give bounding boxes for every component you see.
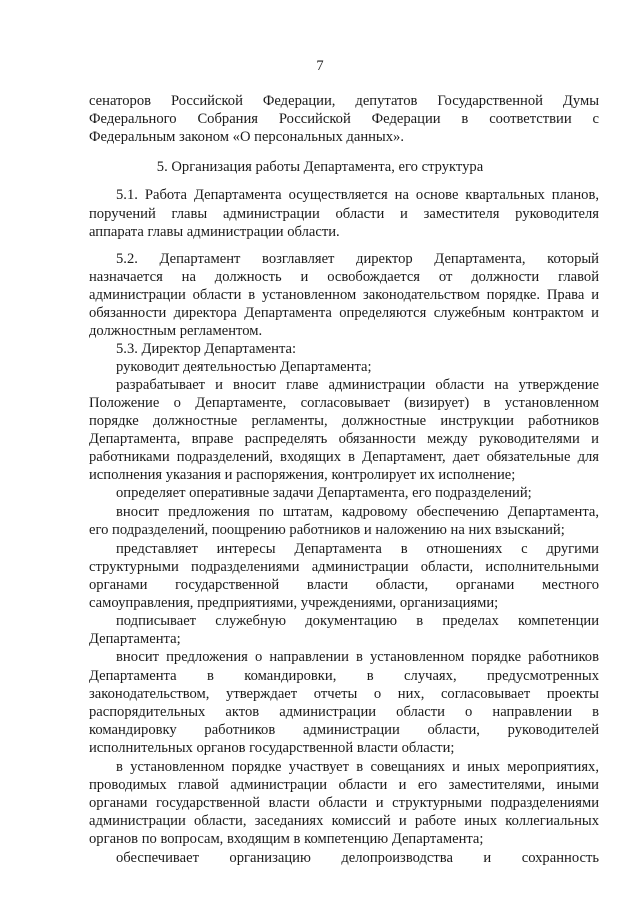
- text-line: Федеральным законом «О персональных данных».: [89, 129, 404, 145]
- text-line: органов по вопросам, входящим в компетенцию Департамента;: [89, 831, 484, 847]
- text-line: работниками подразделений, входящих в Департамент, дает обязательные для: [89, 449, 599, 465]
- text-line: назначается на должность и освобождается от должности главой: [89, 269, 599, 285]
- text-line: подписывает служебную документацию в пределах компетенции: [116, 613, 599, 629]
- text-line: Департамента;: [89, 631, 181, 647]
- text-line: администрации области в установленном законодательством порядке. Права и: [89, 287, 599, 303]
- text-line: распорядительных актов администрации области о направлении в: [89, 704, 599, 720]
- text-line: 5.1. Работа Департамента осуществляется на основе квартальных планов,: [116, 187, 599, 203]
- text-line: органами государственной власти области и структурными подразделениями: [89, 795, 599, 811]
- text-line: 5.2. Департамент возглавляет директор Департамента, который: [116, 251, 599, 267]
- text-line: Положение о Департаменте, согласовывает (визирует) в установленном: [89, 395, 599, 411]
- text-line: законодательством, утверждает отчеты о них, согласовывает проекты: [89, 686, 599, 702]
- text-line: вносит предложения о направлении в установленном порядке работников: [116, 649, 599, 665]
- text-line: руководит деятельностью Департамента;: [116, 359, 372, 375]
- text-line: 5.3. Директор Департамента:: [116, 341, 297, 357]
- text-line: проводимых главой администрации области и его заместителями, иными: [89, 777, 599, 793]
- text-line: вносит предложения по штатам, кадровому обеспечению Департамента,: [116, 504, 599, 520]
- text-line: определяет оперативные задачи Департамента, его подразделений;: [116, 485, 532, 501]
- text-line: администрации области, заседаниях комиссий и работе иных коллегиальных: [89, 813, 599, 829]
- text-line: аппарата главы администрации области.: [89, 224, 340, 240]
- text-line: разрабатывает и вносит главе администрации области на утверждение: [116, 377, 599, 393]
- text-line: обеспечивает организацию делопроизводства и сохранность: [116, 850, 599, 866]
- text-line: Департамента в командировки, в случаях, предусмотренных: [89, 668, 599, 684]
- text-line: порядке должностные регламенты, должностные инструкции работников: [89, 413, 599, 429]
- text-line: структурными подразделениями администрации области, исполнительными: [89, 559, 599, 575]
- text-line: органами государственной власти области, органами местного: [89, 577, 599, 593]
- text-line: поручений главы администрации области и заместителя руководителя: [89, 206, 599, 222]
- text-line: исполнения указания и распоряжения, контролирует их исполнение;: [89, 467, 516, 483]
- page-number: 7: [316, 58, 324, 74]
- text-line: командировку работников администрации области, руководителей: [89, 722, 599, 738]
- text-line: в установленном порядке участвует в совещаниях и иных мероприятиях,: [116, 759, 599, 775]
- text-line: исполнительных органов государственной власти области;: [89, 740, 455, 756]
- text-line: самоуправления, предприятиями, учреждениями, организациями;: [89, 595, 499, 611]
- text-line: должностным регламентом.: [89, 323, 263, 339]
- section-heading: 5. Организация работы Департамента, его структура: [156, 159, 484, 175]
- text-line: обязанности директора Департамента определяются служебным контрактом и: [89, 305, 599, 321]
- text-line: его подразделений, поощрению работников и наложению на них взысканий;: [89, 522, 565, 538]
- text-line: Федерального Собрания Российской Федерации в соответствии с: [89, 111, 599, 127]
- text-line: сенаторов Российской Федерации, депутатов Государственной Думы: [89, 93, 599, 109]
- text-line: представляет интересы Департамента в отношениях с другими: [116, 541, 599, 557]
- text-line: Департамента, вправе распределять обязанности между руководителями и: [89, 431, 599, 447]
